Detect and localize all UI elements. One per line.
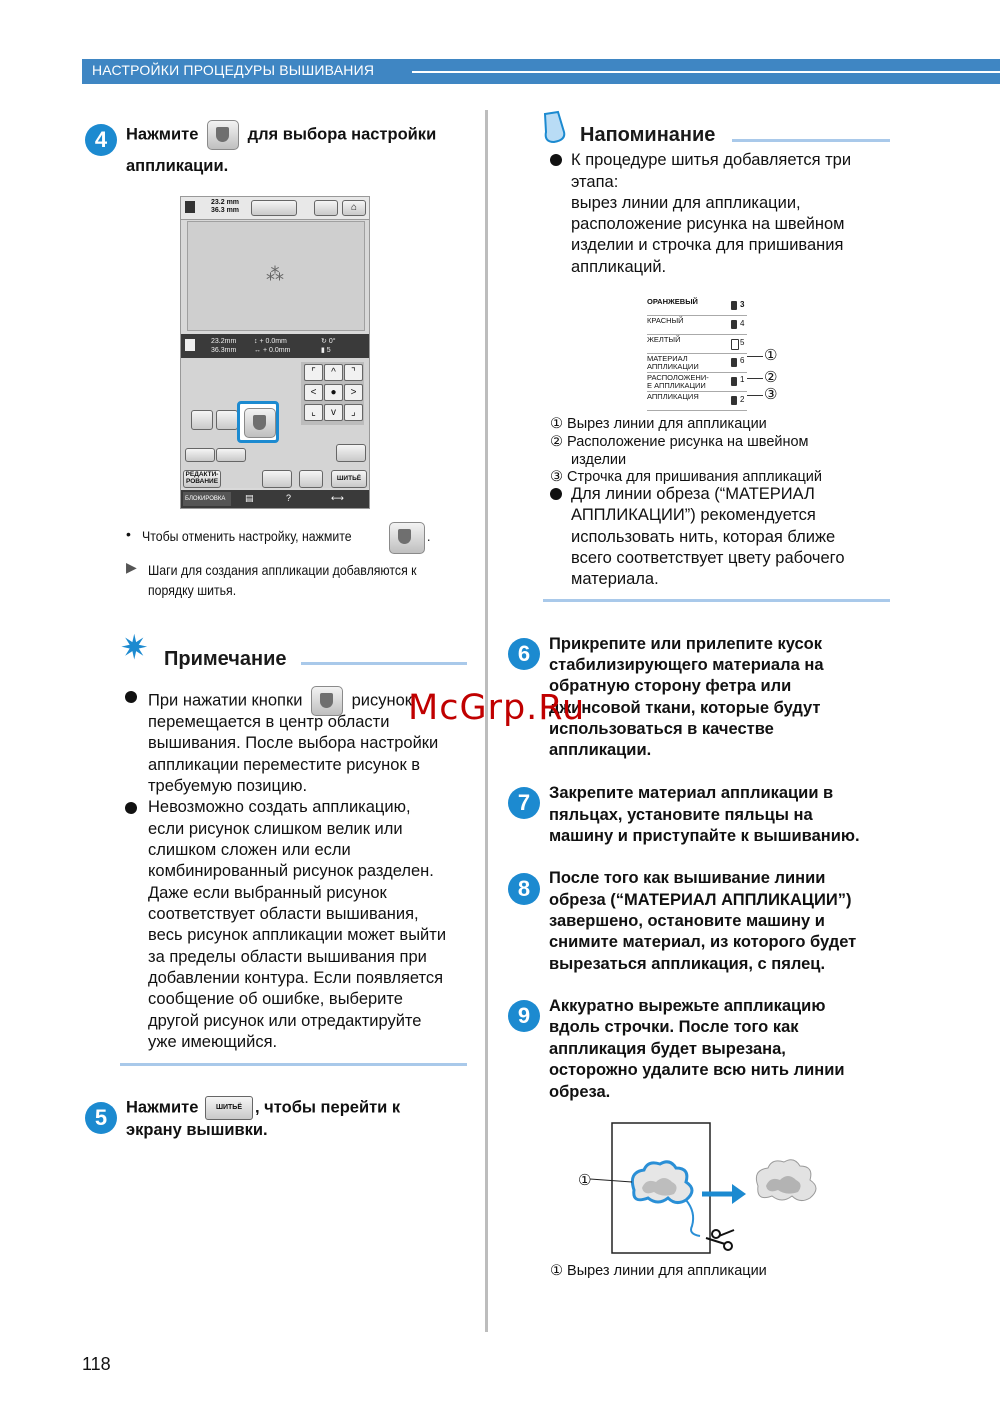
color-num: 2 xyxy=(740,395,745,404)
step-5-pre: Нажмите xyxy=(126,1098,199,1117)
arrow-up[interactable]: ^ xyxy=(324,364,343,381)
rem-p2-l3: использовать нить, которая ближе xyxy=(571,528,836,546)
note-bottom-rule xyxy=(120,1063,467,1066)
screen-controls xyxy=(181,358,369,488)
color-row xyxy=(647,354,747,373)
sew-button[interactable]: ШИТЬЁ xyxy=(331,470,367,488)
legend-2b: изделии xyxy=(571,452,627,468)
legend-3: ③ Строчка для пришивания аппликаций xyxy=(550,469,822,485)
s7-l1: Закрепите материал аппликации в xyxy=(549,784,834,802)
s6-l1: Прикрепите или прилепите кусок xyxy=(549,635,823,653)
s8-l1: После того как вышивание линии xyxy=(549,869,826,887)
rem-p1-l3: вырез линии для аппликации, xyxy=(571,194,801,212)
s9-l1: Аккуратно вырежьте аппликацию xyxy=(549,997,826,1015)
page-number: 118 xyxy=(82,1354,111,1374)
color-row xyxy=(647,392,747,411)
center-button[interactable]: ● xyxy=(324,384,343,401)
tip-cancel-end: . xyxy=(427,528,431,544)
color-order-list xyxy=(647,297,747,411)
step-4-post: для выбора настройки xyxy=(247,125,437,144)
color-num: 5 xyxy=(740,338,745,347)
s8-l5: вырезаться аппликация, с пялец. xyxy=(549,955,826,973)
s9-l2: вдоль строчки. После того как xyxy=(549,1018,799,1036)
angle: 0° xyxy=(328,338,336,345)
screen-top-bar xyxy=(181,197,369,220)
note-p1-line4: аппликации переместите рисунок в xyxy=(148,756,421,774)
note-p2-l8: за пределы области вышивания при xyxy=(148,948,427,966)
arrow-downright[interactable]: ⌟ xyxy=(344,404,363,421)
callout-3: ③ xyxy=(764,386,778,403)
copy-button[interactable] xyxy=(336,444,366,462)
reminder-title-rule xyxy=(732,139,890,142)
color-name: КРАСНЫЙ xyxy=(647,316,684,325)
arrow-downleft[interactable]: ⌞ xyxy=(304,404,323,421)
step-4-badge: 4 xyxy=(85,124,117,156)
screen-unit: mm xyxy=(226,199,240,206)
rem-p1-l4: расположение рисунка на швейном xyxy=(571,215,845,233)
mid-width: 23.2 xyxy=(211,338,225,345)
color-num: 3 xyxy=(740,300,745,309)
step-6-badge: 6 xyxy=(508,638,540,670)
applique-button-icon xyxy=(207,120,239,150)
s8-l3: завершено, остановите машину и xyxy=(549,912,825,930)
s6-l5: использоваться в качестве xyxy=(549,720,774,738)
rem-p2-l2: АППЛИКАЦИИ”) рекомендуется xyxy=(571,506,816,524)
screen-size-h: 36.3 xyxy=(211,207,225,214)
color-name: РАСПОЛОЖЕНИ-Е АППЛИКАЦИИ xyxy=(647,373,709,390)
arrow-right-icon: ▶ xyxy=(126,559,137,575)
note-bullet-2 xyxy=(125,802,137,814)
mid-height: 36.3 xyxy=(211,347,225,354)
sew-button-icon: ШИТЬЁ xyxy=(205,1096,253,1120)
rem-p2-l5: материала. xyxy=(571,570,659,588)
s9-l4: осторожно удалите всю нить линии xyxy=(549,1061,845,1079)
edit-button[interactable]: РЕДАКТИ-РОВАНИЕ xyxy=(183,470,221,488)
color-num: 6 xyxy=(740,356,745,365)
arrow-left[interactable]: < xyxy=(304,384,323,401)
s7-l2: пяльцах, установите пяльцы на xyxy=(549,806,813,824)
arrow-upleft[interactable]: ⌜ xyxy=(304,364,323,381)
color-row xyxy=(647,373,747,392)
s9-l3: аппликация будет вырезана, xyxy=(549,1040,786,1058)
section-header-title: НАСТРОЙКИ ПРОЦЕДУРЫ ВЫШИВАНИЯ xyxy=(92,62,375,78)
rotate-button[interactable] xyxy=(191,410,213,430)
note-p2-l3: слишком сложен или если xyxy=(148,841,351,859)
threads-icon[interactable]: ⟷ xyxy=(331,493,344,503)
applique-button-highlight[interactable] xyxy=(237,401,279,443)
note-p2-l9: добавлении контура. Если появляется xyxy=(148,969,444,987)
step-8-badge: 8 xyxy=(508,873,540,905)
legend-2: ② Расположение рисунка на швейном xyxy=(550,434,809,450)
step-5-line2: экрану вышивки. xyxy=(126,1121,268,1139)
s6-l3: обратную сторону фетра или xyxy=(549,677,792,695)
spool-icon xyxy=(731,358,737,367)
color-name: МАТЕРИАЛ АППЛИКАЦИИ xyxy=(647,354,699,371)
applique-icon xyxy=(244,408,276,438)
color-name: ЖЕЛТЫЙ xyxy=(647,335,681,344)
reminder-bottom-rule xyxy=(543,599,890,602)
screen-size-w: 23.2 xyxy=(211,199,225,206)
note-p1-a: При нажатии кнопки xyxy=(148,691,303,710)
arrow-down[interactable]: v xyxy=(324,404,343,421)
help-icon[interactable]: ? xyxy=(286,493,292,503)
spool-icon xyxy=(731,339,739,350)
color-row xyxy=(647,297,747,316)
embroidery-area xyxy=(187,221,365,331)
figure-caption: ① Вырез линии для аппликации xyxy=(550,1263,767,1279)
callout-line-2 xyxy=(747,378,763,379)
callout-2: ② xyxy=(764,369,778,386)
rem-p1-l5: изделии и строчка для пришивания xyxy=(571,236,844,254)
offset-y: 0.0 xyxy=(265,338,276,345)
screen-button[interactable] xyxy=(314,200,338,216)
note-p2-l1: Невозможно создать аппликацию, xyxy=(148,798,411,816)
spool-icon xyxy=(731,377,737,386)
color-name: ОРАНЖЕВЫЙ xyxy=(647,297,698,306)
color-num: 1 xyxy=(740,375,745,384)
lcd-screen xyxy=(180,196,370,509)
frame-select-button[interactable] xyxy=(251,200,297,216)
note-bullet-1 xyxy=(125,691,137,703)
step-4-pre: Нажмите xyxy=(126,125,199,144)
frame-button[interactable] xyxy=(299,470,323,488)
trial-button[interactable] xyxy=(262,470,292,488)
rem-p1-l6: аппликаций. xyxy=(571,258,667,276)
tip-steps-1: Шаги для создания аппликации добавляются к xyxy=(148,562,417,578)
rem-p2-l1: Для линии обреза (“МАТЕРИАЛ xyxy=(571,485,815,503)
color-row xyxy=(647,335,747,354)
cutting-figure xyxy=(576,1122,826,1257)
note-p2-l2: если рисунок слишком велик или xyxy=(148,820,403,838)
note-p1-line5: требуемую позицию. xyxy=(148,777,308,795)
s6-l4: джинсовой ткани, которые будут xyxy=(549,699,821,717)
reminder-title: Напоминание xyxy=(580,124,716,146)
list-icon[interactable]: ▤ xyxy=(245,493,254,503)
note-p1-line3: вышивания. После выбора настройки xyxy=(148,734,439,752)
arrow-upright[interactable]: ⌝ xyxy=(344,364,363,381)
s9-l5: обреза. xyxy=(549,1083,611,1101)
bell-icon xyxy=(540,110,568,142)
size-icon-2 xyxy=(185,339,195,351)
step-4-text xyxy=(126,120,436,150)
pattern-preview-icon: ⁂ xyxy=(266,264,284,284)
step-7-badge: 7 xyxy=(508,787,540,819)
s8-l2: обреза (“МАТЕРИАЛ АППЛИКАЦИИ”) xyxy=(549,891,852,909)
note-p2-l10: сообщение об ошибке, выберите xyxy=(148,990,403,1008)
note-star-icon: ✷ xyxy=(120,629,149,667)
s6-l6: аппликации. xyxy=(549,741,652,759)
legend-1: ① Вырез линии для аппликации xyxy=(550,416,767,432)
step-5-post: , чтобы перейти к xyxy=(255,1098,401,1117)
watermark: McGrp.Ru xyxy=(408,688,586,728)
lock-button[interactable]: БЛОКИРОВКА xyxy=(183,492,231,506)
screen-info-bar: 23.2mm 36.3mm ↕ + 0.0mm ↔ + 0.0mm ↻ 0° ▮ 5 xyxy=(181,334,369,358)
step-4-line2: аппликации. xyxy=(126,157,229,175)
color-num: 4 xyxy=(740,319,745,328)
note-title-rule xyxy=(301,662,467,665)
note-p1-b: рисунок xyxy=(351,691,413,710)
note-p2-l4: комбинированный рисунок разделен. xyxy=(148,862,434,880)
note-p2-l11: другой рисунок или отредактируйте xyxy=(148,1012,422,1030)
border-button[interactable] xyxy=(216,410,238,430)
step-9-badge: 9 xyxy=(508,1000,540,1032)
step-5-badge: 5 xyxy=(85,1102,117,1134)
rem-p1-l2: этапа: xyxy=(571,173,619,191)
tip-steps-2: порядку шитья. xyxy=(148,582,237,598)
size-icon xyxy=(185,201,195,213)
note-p1-line2: перемещается в центр области xyxy=(148,713,390,731)
rem-p1-l1: К процедуре шитья добавляется три xyxy=(571,151,852,169)
note-p2-l12: уже имеющийся. xyxy=(148,1033,278,1051)
note-title: Примечание xyxy=(164,648,287,670)
note-p2-l6: соответствует области вышивания, xyxy=(148,905,419,923)
header-rule xyxy=(412,71,1000,73)
applique-button-icon-2 xyxy=(389,522,425,554)
color-row xyxy=(647,316,747,335)
offset-x: 0.0 xyxy=(268,347,279,354)
rem-p2-l4: всего соответствует цвету рабочего xyxy=(571,549,845,567)
callout-line-3 xyxy=(747,395,763,396)
size-up-button[interactable] xyxy=(216,448,246,462)
reminder-bullet-2 xyxy=(550,488,562,500)
note-p2-l5: Даже если выбранный рисунок xyxy=(148,884,387,902)
spool-icon xyxy=(731,320,737,329)
arrow-right[interactable]: > xyxy=(344,384,363,401)
step-5-text xyxy=(126,1096,400,1120)
callout-1: ① xyxy=(764,347,778,364)
s7-l3: машину и приступайте к вышиванию. xyxy=(549,827,860,845)
spool-icon xyxy=(731,301,737,310)
callout-line-1 xyxy=(747,356,763,357)
screen-unit-2: mm xyxy=(226,207,240,214)
figure-callout: ① xyxy=(578,1172,592,1189)
color-count: 5 xyxy=(326,347,331,354)
screen-footer xyxy=(181,490,369,508)
s6-l2: стабилизирующего материала на xyxy=(549,656,824,674)
size-down-button[interactable] xyxy=(185,448,215,462)
note-p2-l7: весь рисунок аппликации может выйти xyxy=(148,926,447,944)
spool-icon xyxy=(731,396,737,405)
tip-bullet-dot: • xyxy=(126,526,131,542)
home-icon[interactable]: ⌂ xyxy=(342,200,366,216)
reminder-bullet-1 xyxy=(550,154,562,166)
s8-l4: снимите материал, из которого будет xyxy=(549,933,857,951)
color-name: АППЛИКАЦИЯ xyxy=(647,392,699,401)
tip-cancel: Чтобы отменить настройку, нажмите xyxy=(142,528,352,544)
